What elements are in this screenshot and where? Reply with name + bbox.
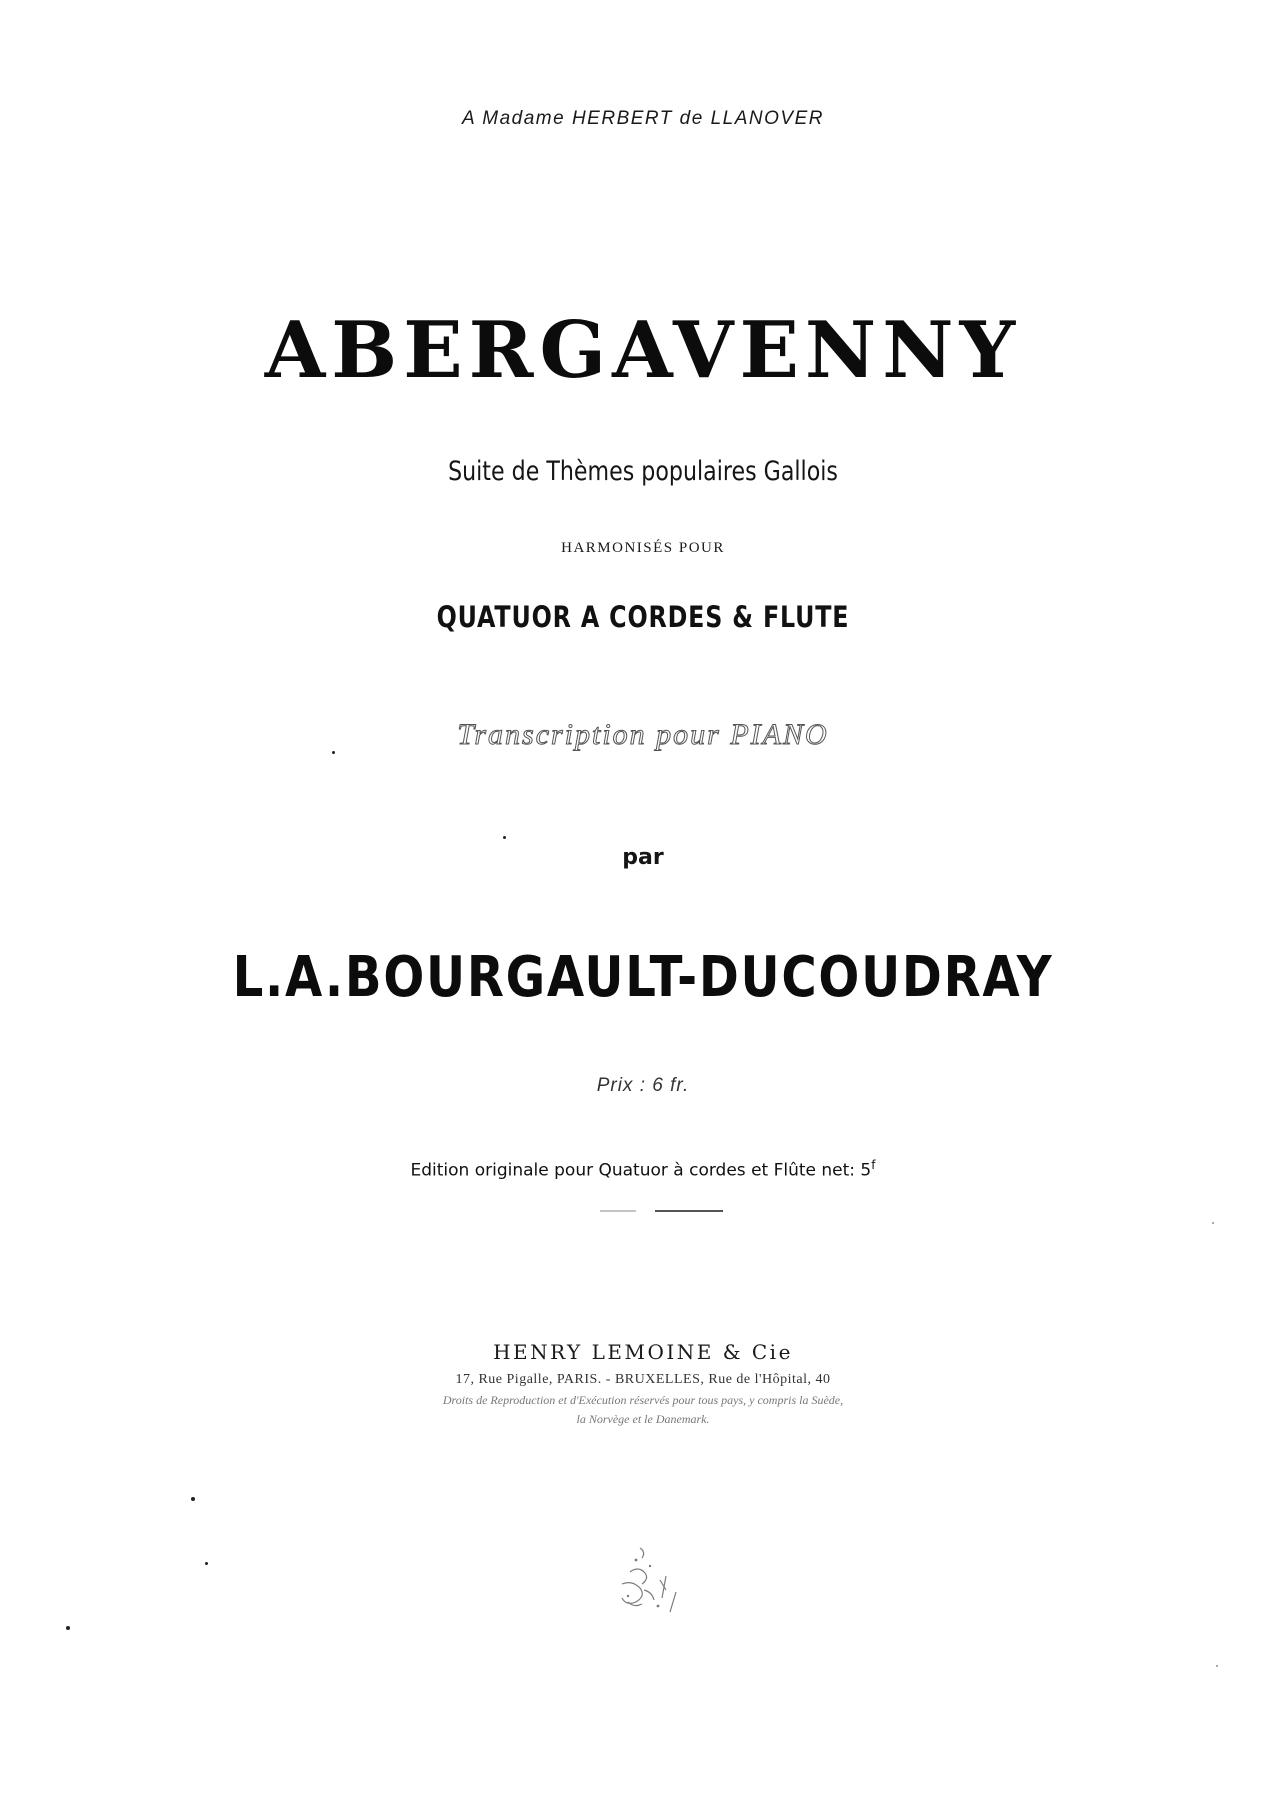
original-edition-unit: f [871,1158,876,1172]
publisher-name: HENRY LEMOINE & Cie [493,1340,793,1364]
original-edition-text: Edition originale pour Quatuor à cordes et Flûte net: 5 [410,1160,872,1181]
divider-rule-right [655,1210,723,1212]
scan-speck [205,1562,208,1565]
transcription-note: Transcription pour PIANO [457,718,829,751]
rights-notice-line-2: la Norvège et le Danemark. [576,1412,710,1426]
rights-notice-line-1: Droits de Reproduction et d'Exécution réservés pour tous pays, y compris la Suède, [442,1393,844,1407]
composer-name: L.A.BOURGAULT-DUCOUDRAY [232,945,1054,1010]
harmonised-for-label: HARMONISÉS POUR [561,540,725,556]
by-label: par [622,845,664,870]
publisher-address: 17, Rue Pigalle, PARIS. - BRUXELLES, Rue de l'Hôpital, 40 [455,1372,831,1387]
work-subtitle: Suite de Thèmes populaires Gallois [448,456,838,487]
instrumentation: QUATUOR A CORDES & FLUTE [436,600,850,634]
divider-rule-left [600,1210,636,1212]
work-title: ABERGAVENNY [264,305,1022,396]
price: Prix : 6 fr. [596,1075,690,1096]
dedication: A Madame HERBERT de LLANOVER [462,108,824,129]
scan-speck [503,836,506,839]
scan-speck [191,1497,195,1501]
scan-speck [66,1626,70,1630]
scan-speck [332,751,335,754]
scan-speck [1216,1665,1218,1667]
scan-speck [1212,1222,1214,1224]
original-edition-note [0,1158,1286,1181]
library-stamp-icon [600,1540,690,1620]
